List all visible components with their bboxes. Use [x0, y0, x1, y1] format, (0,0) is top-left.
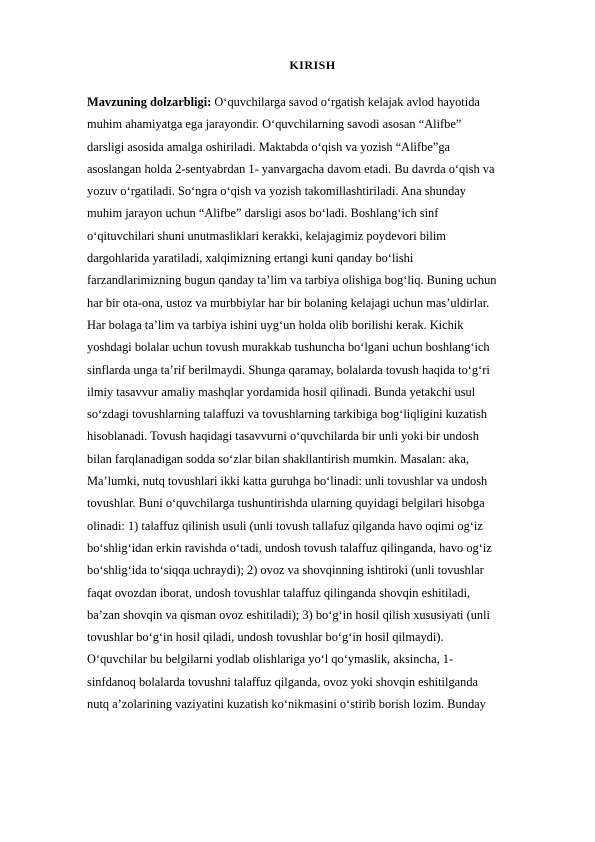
- text-line: faqat ovozdan iborat, undosh tovushlar talaffuz qilinganda shovqin eshitiladi,: [87, 585, 471, 600]
- text-line: sinfdanoq bolalarda tovushni talaffuz qilganda, ovoz yoki shovqin eshitilganda: [87, 674, 479, 689]
- text-line: hisoblanadi. Tovush haqidagi tasavvurni o‘quvchilarda bir unli yoki bir undosh: [87, 429, 479, 444]
- body-text: [87, 94, 557, 718]
- text-line: muhim ahamiyatga ega jarayondir. O‘quvchilarning savodi asosan “Alifbe”: [87, 117, 462, 132]
- text-line: tovushlar. Buni o‘quvchilarga tushuntirishda ularning quyidagi belgilari hisobga: [87, 496, 485, 511]
- text-line: ilmiy tasavvur amaliy mashqlar yordamida hosil qilinadi. Bunda yetakchi usul: [87, 384, 476, 399]
- text-line: [87, 94, 557, 116]
- text-line: asoslangan holda 2-sentyabrdan 1- yanvargacha davom etadi. Bu davrda o‘qish va: [87, 161, 495, 176]
- text-line: yozuv o‘rgatiladi. So‘ngra o‘qish va yozish takomillashtiriladi. Ana shunday: [87, 184, 466, 199]
- text-line: farzandlarimizning bugun qanday ta’lim va tarbiya olishiga bog‘liq. Buning uchun: [87, 273, 497, 288]
- text-line: bo‘shlig‘idan erkin ravishda o‘tadi, undosh tovush talaffuz qilinganda, havo og‘iz: [87, 540, 492, 555]
- text-line: bo‘shlig‘ida to‘siqqa uchraydi); 2) ovoz va shovqinning ishtiroki (unli tovushlar: [87, 563, 484, 578]
- text-line: Ma’lumki, nutq tovushlari ikki katta guruhga bo‘linadi: unli tovushlar va undosh: [87, 474, 488, 489]
- text-line: bilan farqlanadigan sodda so‘zlar bilan shakllantirish mumkin. Masalan: aka,: [87, 451, 469, 466]
- text-line: nutq a’zolarining vaziyatini kuzatish ko‘nikmasini o‘stirib borish lozim. Bunday: [87, 697, 486, 712]
- text-line: yoshdagi bolalar uchun tovush murakkab tushuncha bo‘lgani uchun boshlang‘ich: [87, 340, 490, 355]
- text-line: har bir ota-ona, ustoz va murbbiylar har bir bolaning kelajagi uchun mas’uldirlar.: [87, 295, 490, 310]
- text-line: muhim jarayon uchun “Alifbe” darsligi asos bo‘ladi. Boshlang‘ich sinf: [87, 206, 439, 221]
- text-line: olinadi: 1) talaffuz qilinish usuli (unli tovush tallafuz qilganda havo oqimi og‘iz: [87, 518, 483, 533]
- text-line: ba’zan shovqin va qisman ovoz eshitiladi); 3) bo‘g‘in hosil qilish xususiyati (unli: [87, 607, 490, 622]
- text-line: tovushlar bo‘g‘in hosil qiladi, undosh tovushlar bo‘g‘in hosil qilmaydi).: [87, 630, 444, 645]
- text-line: Har bolaga ta’lim va tarbiya ishini uyg‘un holda olib borilishi kerak. Kichik: [87, 317, 464, 332]
- page-title: KIRISH: [289, 58, 336, 72]
- text-line: so‘zdagi tovushlarning talaffuzi va tovushlarning tarkibiga bog‘liqligini kuzatish: [87, 407, 487, 422]
- lead-label: Mavzuning dolzarbligi:: [87, 95, 212, 109]
- text-line: dargohlarida yaratiladi, xalqimizning ertangi kuni qanday bo‘lishi: [87, 251, 414, 266]
- text-line: o‘qituvchilari shuni unutmasliklari kerakki, kelajagimiz poydevori bilim: [87, 228, 446, 243]
- text-line: sinflarda unga ta’rif berilmaydi. Shunga qaramay, bolalarda tovush haqida to‘g‘ri: [87, 362, 490, 377]
- text-line: darsligi asosida amalga oshiriladi. Maktabda o‘qish va yozish “Alifbe”ga: [87, 139, 451, 154]
- text-line-content: O‘quvchilarga savod o‘rgatish kelajak avlod hayotida: [211, 95, 480, 109]
- text-line: O‘quvchilar bu belgilarni yodlab olishlariga yo‘l qo‘ymaslik, aksincha, 1-: [87, 652, 454, 667]
